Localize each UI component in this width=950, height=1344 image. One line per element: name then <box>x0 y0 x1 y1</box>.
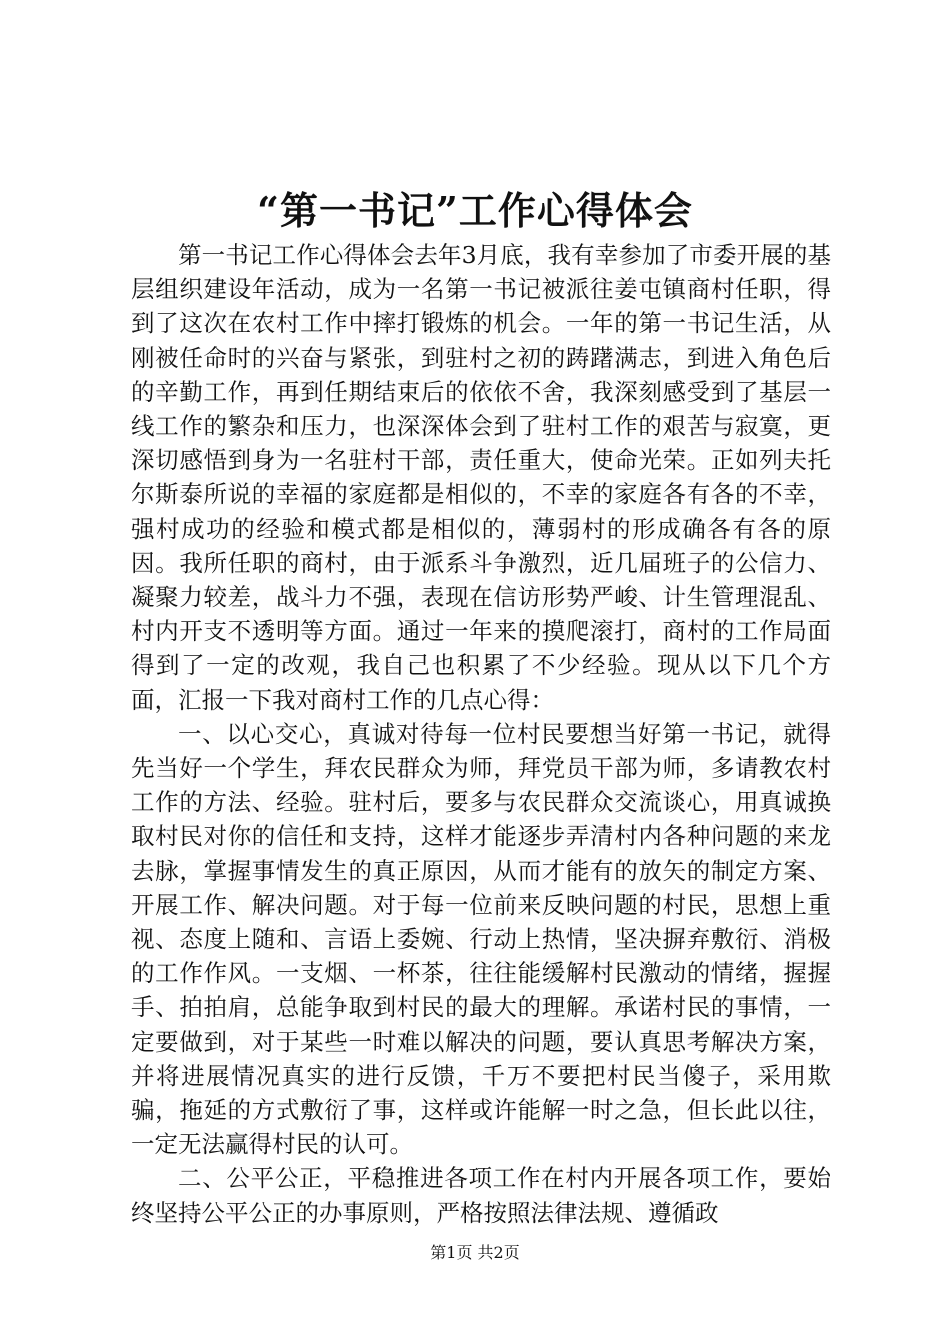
page-number-footer: 第1页 共2页 <box>430 1243 520 1262</box>
document-body <box>131 238 831 1230</box>
paragraph-section-2: 二、公平公正，平稳推进各项工作在村内开展各项工作，要始终坚持公平公正的办事原则，严格按照法律法规、遵循政 <box>131 1164 831 1227</box>
paragraph-section-1: 一、以心交心，真诚对待每一位村民要想当好第一书记，就得先当好一个学生，拜农民群众为师，拜党员干部为师，多请教农村工作的方法、经验。驻村后，要多与农民群众交流谈心，用真诚换取村民对你的信任和支持，这样才能逐步弄清村内各种问题的来龙去脉，掌握事情发生的真正原因，从而才能有的放矢的制定方案、开展工作、解决问题。对于每一位前来反映问题的村民，思想上重视、态度上随和、言语上委婉、行动上热情，坚决摒弃敷衍、消极的工作作风。一支烟、一杯茶，往往能缓解村民激动的情绪，握握手、拍拍肩，总能争取到村民的最大的理解。承诺村民的事情，一定要做到，对于某些一时难以解决的问题，要认真思考解决方案，并将进展情况真实的进行反馈，千万不要把村民当傻子，采用欺骗，拖延的方式敷衍了事，这样或许能解一时之急，但长此以往，一定无法赢得村民的认可。 <box>131 719 831 1159</box>
document-title: “第一书记”工作心得体会 <box>257 188 693 233</box>
paragraph-intro: 第一书记工作心得体会去年3月底，我有幸参加了市委开展的基层组织建设年活动，成为一名第一书记被派往姜屯镇商村任职，得到了这次在农村工作中摔打锻炼的机会。一年的第一书记生活，从刚被任命时的兴奋与紧张，到驻村之初的踌躇满志，到进入角色后的辛勤工作，再到任期结束后的依依不舍，我深刻感受到了基层一线工作的繁杂和压力，也深深体会到了驻村工作的艰苦与寂寞，更深切感悟到身为一名驻村干部，责任重大，使命光荣。正如列夫托尔斯泰所说的幸福的家庭都是相似的，不幸的家庭各有各的不幸，强村成功的经验和模式都是相似的，薄弱村的形成确各有各的原因。我所任职的商村，由于派系斗争激烈，近几届班子的公信力、凝聚力较差，战斗力不强，表现在信访形势严峻、计生管理混乱、村内开支不透明等方面。通过一年来的摸爬滚打，商村的工作局面得到了一定的改观，我自己也积累了不少经验。现从以下几个方面，汇报一下我对商村工作的几点心得： <box>131 241 831 714</box>
